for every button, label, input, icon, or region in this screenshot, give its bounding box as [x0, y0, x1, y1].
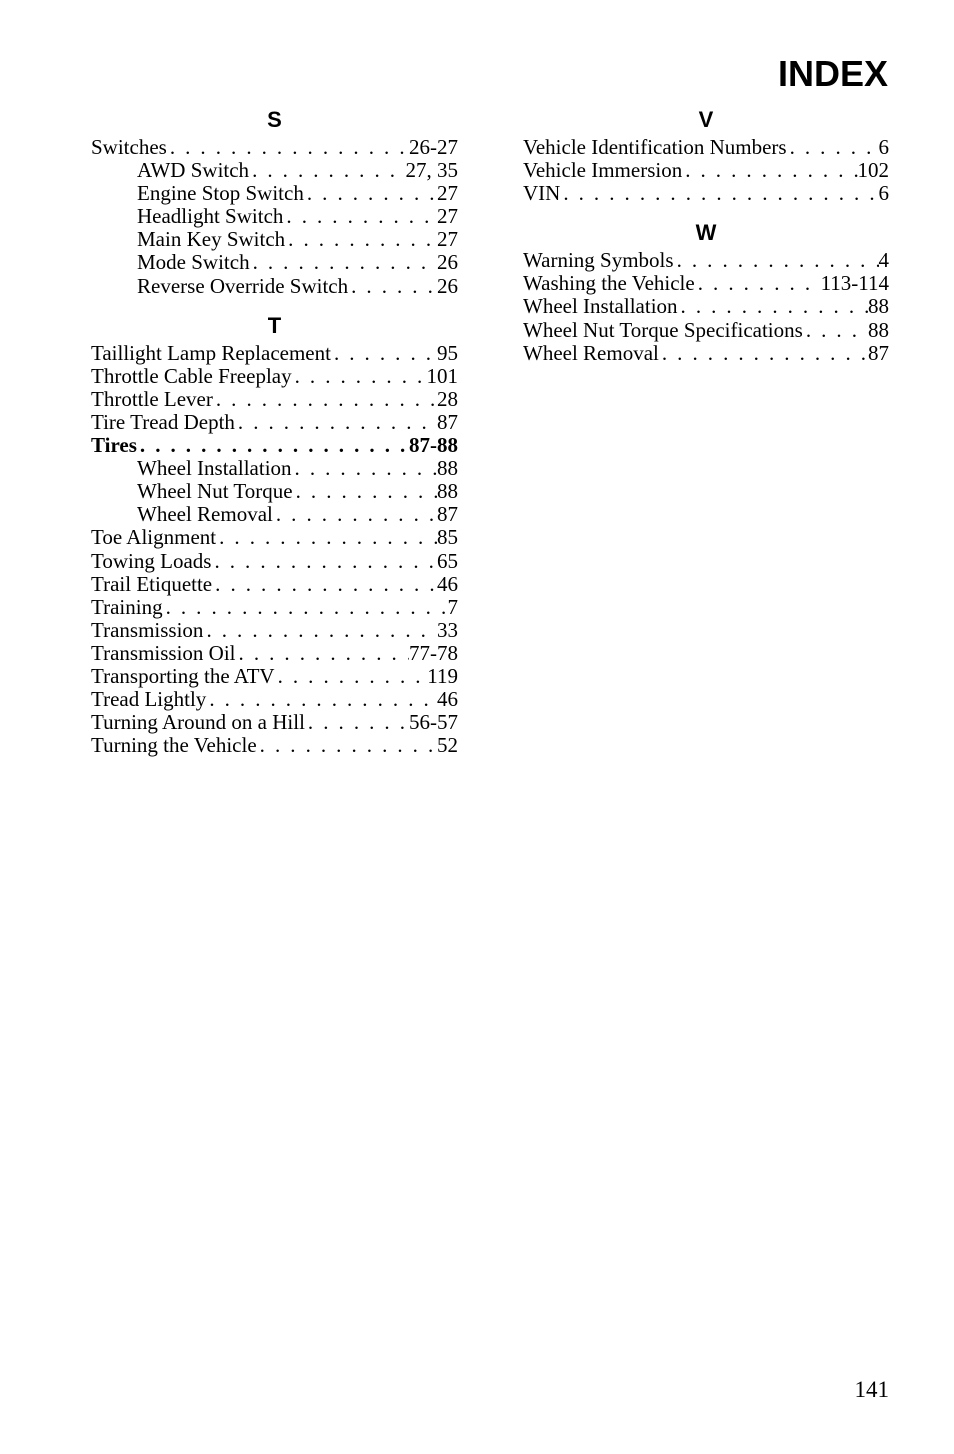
entry-term: Training	[91, 595, 163, 619]
index-entry	[91, 573, 458, 596]
dot-leader	[305, 711, 409, 734]
dot-leader	[293, 480, 437, 503]
section-letter: V	[698, 107, 714, 132]
index-entry	[91, 411, 458, 434]
index-entry	[91, 550, 458, 573]
dot-leader	[235, 411, 437, 434]
entry-pages: 27, 35	[405, 159, 458, 183]
section-letter: T	[267, 312, 282, 338]
index-column-left	[91, 104, 458, 757]
entry-term: Towing Loads	[91, 549, 212, 573]
entry-pages: 6	[878, 182, 889, 206]
entry-pages: 26-27	[409, 136, 458, 159]
index-entry	[523, 182, 889, 205]
index-subentry	[91, 159, 458, 182]
entry-term: Trail Etiquette	[91, 572, 213, 596]
entry-pages: 87	[868, 341, 889, 365]
entry-pages: 88	[437, 457, 458, 481]
dot-leader	[678, 295, 868, 318]
dot-leader	[292, 457, 437, 480]
entry-pages: 88	[437, 480, 458, 504]
index-section	[91, 104, 458, 298]
index-entry	[91, 734, 458, 757]
dot-leader	[167, 136, 409, 159]
page-title: INDEX	[777, 53, 888, 94]
entry-term: Headlight Switch	[137, 205, 284, 229]
index-entry	[91, 434, 458, 457]
entry-term: Mode Switch	[137, 251, 250, 275]
entry-pages: 46	[437, 688, 458, 712]
entry-pages: 4	[878, 249, 889, 273]
dot-leader	[674, 249, 879, 272]
entry-pages: 27	[437, 205, 458, 229]
entry-term: Wheel Nut Torque Specifications	[523, 318, 803, 342]
dot-leader	[216, 526, 437, 549]
dot-leader	[292, 365, 427, 388]
entry-pages: 26	[437, 274, 458, 298]
index-entry	[523, 136, 889, 159]
entry-term: Main Key Switch	[137, 228, 286, 252]
index-entry	[523, 295, 889, 318]
entry-term: Throttle Cable Freeplay	[91, 364, 292, 388]
index-subentry	[91, 457, 458, 480]
entry-pages: 52	[437, 734, 458, 758]
index-section	[523, 217, 889, 364]
dot-leader	[695, 272, 821, 295]
entry-term: Turning the Vehicle	[91, 734, 257, 758]
entry-term: Vehicle Identification Numbers	[523, 136, 787, 159]
dot-leader	[211, 550, 437, 573]
entry-pages: 33	[437, 618, 458, 642]
index-entry	[91, 136, 458, 159]
entry-term: Tires	[91, 434, 137, 458]
page-number: 141	[854, 1377, 889, 1402]
index-entry	[523, 249, 889, 272]
index-entry	[91, 388, 458, 411]
dot-leader	[249, 159, 405, 182]
entry-pages: 46	[437, 572, 458, 596]
entry-term: Tire Tread Depth	[91, 410, 235, 434]
entry-term: Wheel Nut Torque	[137, 480, 293, 504]
entry-term: Reverse Override Switch	[137, 274, 349, 298]
entry-term: Taillight Lamp Replacement	[91, 341, 331, 365]
entry-pages: 87-88	[409, 434, 458, 458]
entry-pages: 6	[878, 136, 889, 159]
entry-term: Throttle Lever	[91, 387, 213, 411]
dot-leader	[250, 251, 437, 274]
dot-leader	[283, 205, 437, 228]
index-subentry	[91, 228, 458, 251]
dot-leader	[560, 182, 878, 205]
dot-leader	[285, 228, 437, 251]
index-entry	[91, 665, 458, 688]
entry-pages: 102	[857, 159, 889, 183]
index-subentry	[91, 503, 458, 526]
index-section	[91, 310, 458, 758]
entry-term: Wheel Removal	[523, 341, 659, 365]
entry-pages: 101	[426, 364, 458, 388]
index-entry	[523, 272, 889, 295]
index-subentry	[91, 480, 458, 503]
entry-pages: 85	[437, 526, 458, 550]
entry-pages: 95	[437, 341, 458, 365]
index-entry	[91, 619, 458, 642]
entry-pages: 87	[437, 503, 458, 527]
entry-term: Vehicle Immersion	[523, 159, 683, 183]
entry-term: Warning Symbols	[523, 249, 674, 273]
dot-leader	[203, 619, 437, 642]
dot-leader	[348, 275, 437, 298]
index-entry	[91, 711, 458, 734]
entry-pages: 27	[437, 228, 458, 252]
index-entry	[523, 319, 889, 342]
index-subentry	[91, 205, 458, 228]
dot-leader	[206, 688, 437, 711]
index-entry	[91, 596, 458, 619]
dot-leader	[137, 434, 409, 457]
dot-leader	[659, 342, 868, 365]
dot-leader	[331, 342, 437, 365]
entry-pages: 28	[437, 387, 458, 411]
section-letter: W	[695, 220, 717, 246]
dot-leader	[682, 159, 857, 182]
entry-pages: 113-114	[820, 272, 889, 296]
index-entry	[91, 365, 458, 388]
index-entry	[523, 159, 889, 182]
index-subentry	[91, 275, 458, 298]
dot-leader	[163, 596, 448, 619]
index-entry	[91, 526, 458, 549]
entry-term: Transmission	[91, 618, 204, 642]
index-subentry	[91, 251, 458, 274]
entry-term: Wheel Removal	[137, 503, 273, 527]
index-entry	[523, 342, 889, 365]
index-entry	[91, 688, 458, 711]
entry-term: Transporting the ATV	[91, 664, 275, 688]
entry-term: Transmission Oil	[91, 641, 236, 665]
entry-term: Turning Around on a Hill	[91, 711, 305, 735]
entry-term: VIN	[523, 182, 561, 206]
entry-pages: 77-78	[409, 641, 458, 665]
entry-pages: 65	[437, 549, 458, 573]
entry-pages: 88	[868, 318, 889, 342]
index-column-right	[523, 104, 889, 365]
dot-leader	[273, 503, 437, 526]
entry-pages: 7	[447, 595, 458, 619]
dot-leader	[213, 388, 437, 411]
dot-leader	[257, 734, 437, 757]
entry-pages: 27	[437, 182, 458, 206]
dot-leader	[212, 573, 437, 596]
entry-pages: 87	[437, 410, 458, 434]
entry-term: AWD Switch	[137, 159, 250, 183]
entry-term: Wheel Installation	[137, 457, 292, 481]
dot-leader	[304, 182, 437, 205]
index-subentry	[91, 182, 458, 205]
entry-pages: 119	[427, 664, 458, 688]
dot-leader	[787, 136, 879, 159]
entry-term: Switches	[91, 136, 167, 159]
entry-term: Tread Lightly	[91, 688, 207, 712]
entry-term: Wheel Installation	[523, 295, 678, 319]
dot-leader	[803, 319, 868, 342]
entry-term: Toe Alignment	[91, 526, 217, 550]
index-section	[523, 104, 889, 205]
index-entry	[91, 342, 458, 365]
entry-term: Washing the Vehicle	[523, 272, 695, 296]
dot-leader	[236, 642, 409, 665]
index-entry	[91, 642, 458, 665]
section-letter: S	[267, 107, 282, 132]
entry-term: Engine Stop Switch	[137, 182, 304, 206]
entry-pages: 88	[868, 295, 889, 319]
entry-pages: 56-57	[409, 711, 458, 735]
entry-pages: 26	[437, 251, 458, 275]
dot-leader	[275, 665, 428, 688]
